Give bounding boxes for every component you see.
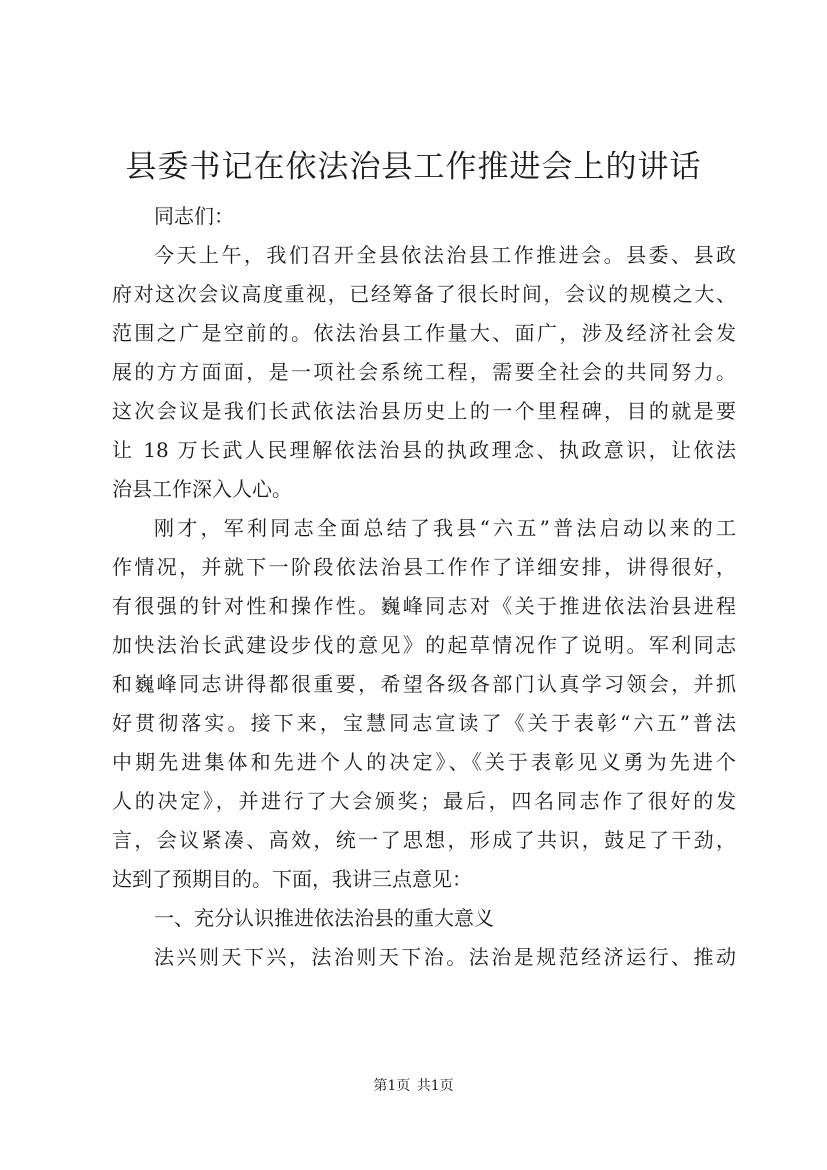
body-line: 人的决定》，并进行了大会颁奖；最后，四名同志作了很好的发 [112,789,736,813]
body-line: 法兴则天下兴，法治则天下治。法治是规范经济运行、推动 [154,945,736,969]
body-line: 达到了预期目的。下面，我讲三点意见： [112,867,472,891]
body-line: 加快法治长武建设步伐的意见》的起草情况作了说明。军利同志 [112,633,736,657]
body-line: 中期先进集体和先进个人的决定》、《关于表彰见义勇为先进个 [112,750,736,774]
body-line: 同志们： [154,204,234,228]
body-line: 今天上午，我们召开全县依法治县工作推进会。县委、县政 [154,243,736,267]
body-line: 让 18 万长武人民理解依法治县的执政理念、执政意识，让依法 [112,438,736,462]
body-line: 范围之广是空前的。依法治县工作量大、面广，涉及经济社会发 [112,321,736,345]
body-line: 好贯彻落实。接下来，宝慧同志宣读了《关于表彰“六五”普法 [112,711,736,735]
body-line: 这次会议是我们长武依法治县历史上的一个里程碑，目的就是要 [112,399,736,423]
page-total: 共1页 [416,1078,454,1094]
document-title: 县委书记在依法治县工作推进会上的讲话 [125,149,702,185]
body-line: 刚才，军利同志全面总结了我县“六五”普法启动以来的工 [154,516,736,540]
body-line: 一、充分认识推进依法治县的重大意义 [154,906,494,930]
body-line: 言，会议紧凑、高效，统一了思想，形成了共识，鼓足了干劲， [112,828,736,852]
body-line: 展的方方面面，是一项社会系统工程，需要全社会的共同努力。 [112,360,736,384]
body-line: 治县工作深入人心。 [112,477,292,501]
body-line: 有很强的针对性和操作性。巍峰同志对《关于推进依法治县进程 [112,594,736,618]
body-line: 府对这次会议高度重视，已经筹备了很长时间，会议的规模之大、 [112,282,736,306]
page-footer [0,1076,827,1096]
page-number: 第1页 [373,1078,411,1094]
document-body [112,197,736,977]
body-line: 作情况，并就下一阶段依法治县工作作了详细安排，讲得很好， [112,555,736,579]
body-line: 和巍峰同志讲得都很重要，希望各级各部门认真学习领会，并抓 [112,672,736,696]
